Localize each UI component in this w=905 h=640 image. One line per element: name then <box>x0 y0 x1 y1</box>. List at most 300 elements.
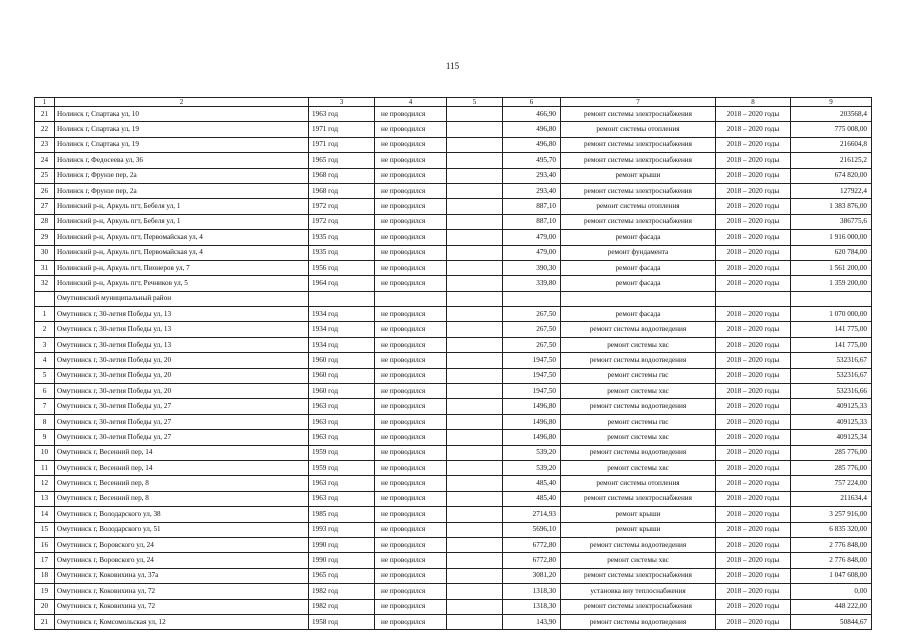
cost-cell: 1 916 000,00 <box>791 230 872 245</box>
row-number-cell: 24 <box>35 153 55 168</box>
column-5-cell <box>447 353 503 368</box>
area-cell: 1496,80 <box>503 414 561 429</box>
row-number-cell: 6 <box>35 384 55 399</box>
cost-cell: 532316,67 <box>791 353 872 368</box>
table-row <box>35 553 872 568</box>
period-cell: 2018 – 2020 годы <box>716 276 791 291</box>
work-type-cell: ремонт фасада <box>561 230 716 245</box>
work-type-cell: ремонт системы электроснабжения <box>561 599 716 614</box>
cost-cell: 775 008,00 <box>791 122 872 137</box>
commission-year-cell: 1965 год <box>309 568 375 583</box>
work-type-cell: ремонт фундамента <box>561 245 716 260</box>
table-row <box>35 445 872 460</box>
row-number-cell: 3 <box>35 337 55 352</box>
period-cell <box>716 291 791 306</box>
period-cell: 2018 – 2020 годы <box>716 168 791 183</box>
commission-year-cell: 1990 год <box>309 553 375 568</box>
area-cell: 6772,80 <box>503 537 561 552</box>
work-type-cell: ремонт системы водоотведения <box>561 322 716 337</box>
cost-cell: 409125,33 <box>791 414 872 429</box>
table-row <box>35 430 872 445</box>
column-number-row <box>35 98 872 107</box>
area-cell: 485,40 <box>503 491 561 506</box>
cost-cell: 757 224,00 <box>791 476 872 491</box>
work-type-cell: ремонт системы электроснабжения <box>561 137 716 152</box>
period-cell: 2018 – 2020 годы <box>716 214 791 229</box>
column-5-cell <box>447 168 503 183</box>
last-repair-cell: не проводился <box>375 168 447 183</box>
table-row <box>35 584 872 599</box>
period-cell: 2018 – 2020 годы <box>716 260 791 275</box>
period-cell: 2018 – 2020 годы <box>716 445 791 460</box>
area-cell: 2714,93 <box>503 507 561 522</box>
commission-year-cell: 1934 год <box>309 322 375 337</box>
period-cell: 2018 – 2020 годы <box>716 322 791 337</box>
table-row <box>35 491 872 506</box>
address-cell: Нолинский р-н, Аркуль пгт, Бебеля ул, 1 <box>55 199 309 214</box>
work-type-cell: ремонт крыши <box>561 507 716 522</box>
last-repair-cell: не проводился <box>375 476 447 491</box>
address-cell: Омутнинский муниципальный район <box>55 291 309 306</box>
table-row <box>35 322 872 337</box>
work-type-cell: ремонт системы хвс <box>561 337 716 352</box>
commission-year-cell: 1982 год <box>309 599 375 614</box>
column-5-cell <box>447 107 503 122</box>
cost-cell: 448 222,00 <box>791 599 872 614</box>
last-repair-cell: не проводился <box>375 399 447 414</box>
cost-cell: 532316,67 <box>791 368 872 383</box>
address-cell: Омутнинск г, Володарского ул, 51 <box>55 522 309 537</box>
row-number-cell: 30 <box>35 245 55 260</box>
work-type-cell: ремонт системы гвс <box>561 368 716 383</box>
row-number-cell: 12 <box>35 476 55 491</box>
address-cell: Омутнинск г, Воровского ул, 24 <box>55 553 309 568</box>
commission-year-cell: 1964 год <box>309 276 375 291</box>
work-type-cell: ремонт системы водоотведения <box>561 353 716 368</box>
commission-year-cell: 1963 год <box>309 476 375 491</box>
cost-cell: 203568,4 <box>791 107 872 122</box>
commission-year-cell: 1963 год <box>309 430 375 445</box>
column-5-cell <box>447 322 503 337</box>
column-header-2: 2 <box>55 98 309 107</box>
column-5-cell <box>447 599 503 614</box>
column-5-cell <box>447 522 503 537</box>
period-cell: 2018 – 2020 годы <box>716 507 791 522</box>
last-repair-cell: не проводился <box>375 584 447 599</box>
last-repair-cell: не проводился <box>375 414 447 429</box>
last-repair-cell: не проводился <box>375 183 447 198</box>
area-cell: 1947,50 <box>503 353 561 368</box>
table-row <box>35 307 872 322</box>
address-cell: Омутнинск г, Весенний пер, 8 <box>55 476 309 491</box>
period-cell: 2018 – 2020 годы <box>716 584 791 599</box>
address-cell: Нолинский р-н, Аркуль пгт, Бебеля ул, 1 <box>55 214 309 229</box>
row-number-cell: 9 <box>35 430 55 445</box>
column-5-cell <box>447 276 503 291</box>
work-type-cell: ремонт фасада <box>561 260 716 275</box>
column-5-cell <box>447 137 503 152</box>
last-repair-cell: не проводился <box>375 260 447 275</box>
cost-cell: 141 775,00 <box>791 322 872 337</box>
row-number-cell <box>35 291 55 306</box>
work-type-cell: ремонт системы хвс <box>561 553 716 568</box>
commission-year-cell: 1960 год <box>309 353 375 368</box>
area-cell: 496,80 <box>503 137 561 152</box>
table-row <box>35 568 872 583</box>
commission-year-cell: 1963 год <box>309 399 375 414</box>
table-row <box>35 137 872 152</box>
area-cell: 1947,50 <box>503 384 561 399</box>
address-cell: Омутнинск г, Весенний пер, 14 <box>55 445 309 460</box>
area-cell: 1318,30 <box>503 584 561 599</box>
period-cell: 2018 – 2020 годы <box>716 537 791 552</box>
commission-year-cell: 1963 год <box>309 491 375 506</box>
cost-cell: 1 359 200,00 <box>791 276 872 291</box>
row-number-cell: 1 <box>35 307 55 322</box>
last-repair-cell: не проводился <box>375 507 447 522</box>
period-cell: 2018 – 2020 годы <box>716 553 791 568</box>
last-repair-cell: не проводился <box>375 107 447 122</box>
last-repair-cell: не проводился <box>375 322 447 337</box>
address-cell: Омутнинск г, 30-летия Победы ул, 20 <box>55 384 309 399</box>
row-number-cell: 4 <box>35 353 55 368</box>
column-5-cell <box>447 153 503 168</box>
table-row <box>35 276 872 291</box>
row-number-cell: 28 <box>35 214 55 229</box>
row-number-cell: 21 <box>35 107 55 122</box>
work-type-cell: ремонт системы хвс <box>561 384 716 399</box>
period-cell: 2018 – 2020 годы <box>716 337 791 352</box>
address-cell: Нолинск г, Фрунзе пер, 2а <box>55 183 309 198</box>
column-5-cell <box>447 553 503 568</box>
area-cell: 1318,30 <box>503 599 561 614</box>
commission-year-cell: 1959 год <box>309 445 375 460</box>
table-row <box>35 507 872 522</box>
table-row <box>35 476 872 491</box>
address-cell: Омутнинск г, 30-летия Победы ул, 13 <box>55 322 309 337</box>
work-type-cell: ремонт системы хвс <box>561 460 716 475</box>
last-repair-cell: не проводился <box>375 214 447 229</box>
commission-year-cell: 1963 год <box>309 414 375 429</box>
address-cell: Омутнинск г, Весенний пер, 8 <box>55 491 309 506</box>
last-repair-cell: не проводился <box>375 491 447 506</box>
repair-program-table <box>34 97 872 630</box>
last-repair-cell: не проводился <box>375 199 447 214</box>
column-5-cell <box>447 414 503 429</box>
cost-cell <box>791 291 872 306</box>
work-type-cell: ремонт системы хвс <box>561 430 716 445</box>
column-header-7: 7 <box>561 98 716 107</box>
commission-year-cell: 1963 год <box>309 107 375 122</box>
work-type-cell: ремонт системы отопления <box>561 122 716 137</box>
column-5-cell <box>447 183 503 198</box>
period-cell: 2018 – 2020 годы <box>716 491 791 506</box>
row-number-cell: 8 <box>35 414 55 429</box>
period-cell: 2018 – 2020 годы <box>716 384 791 399</box>
table-row <box>35 353 872 368</box>
commission-year-cell: 1971 год <box>309 137 375 152</box>
work-type-cell: ремонт системы электроснабжения <box>561 183 716 198</box>
area-cell: 495,70 <box>503 153 561 168</box>
area-cell: 479,00 <box>503 245 561 260</box>
address-cell: Омутнинск г, Коковихина ул, 37а <box>55 568 309 583</box>
column-5-cell <box>447 445 503 460</box>
cost-cell: 0,00 <box>791 584 872 599</box>
row-number-cell: 17 <box>35 553 55 568</box>
column-5-cell <box>447 491 503 506</box>
commission-year-cell: 1965 год <box>309 153 375 168</box>
work-type-cell: ремонт системы электроснабжения <box>561 491 716 506</box>
area-cell: 1947,50 <box>503 368 561 383</box>
area-cell: 1496,80 <box>503 399 561 414</box>
work-type-cell: ремонт системы электроснабжения <box>561 153 716 168</box>
address-cell: Омутнинск г, Коковихина ул, 72 <box>55 584 309 599</box>
commission-year-cell: 1960 год <box>309 384 375 399</box>
column-5-cell <box>447 337 503 352</box>
area-cell: 1496,80 <box>503 430 561 445</box>
column-5-cell <box>447 399 503 414</box>
commission-year-cell <box>309 291 375 306</box>
last-repair-cell: не проводился <box>375 307 447 322</box>
cost-cell: 285 776,00 <box>791 445 872 460</box>
work-type-cell: ремонт системы электроснабжения <box>561 568 716 583</box>
cost-cell: 127922,4 <box>791 183 872 198</box>
column-5-cell <box>447 122 503 137</box>
column-header-4: 4 <box>375 98 447 107</box>
period-cell: 2018 – 2020 годы <box>716 137 791 152</box>
cost-cell: 3 257 916,00 <box>791 507 872 522</box>
row-number-cell: 11 <box>35 460 55 475</box>
last-repair-cell: не проводился <box>375 137 447 152</box>
cost-cell: 2 776 848,00 <box>791 537 872 552</box>
area-cell: 293,40 <box>503 183 561 198</box>
row-number-cell: 25 <box>35 168 55 183</box>
column-5-cell <box>447 614 503 629</box>
area-cell: 539,20 <box>503 445 561 460</box>
table-row <box>35 368 872 383</box>
column-5-cell <box>447 368 503 383</box>
table-row <box>35 153 872 168</box>
address-cell: Омутнинск г, 30-летия Победы ул, 13 <box>55 307 309 322</box>
period-cell: 2018 – 2020 годы <box>716 568 791 583</box>
table-row <box>35 337 872 352</box>
period-cell: 2018 – 2020 годы <box>716 183 791 198</box>
cost-cell: 50844,67 <box>791 614 872 629</box>
area-cell <box>503 291 561 306</box>
column-5-cell <box>447 260 503 275</box>
table-row <box>35 168 872 183</box>
work-type-cell: ремонт системы водоотведения <box>561 399 716 414</box>
work-type-cell: ремонт крыши <box>561 168 716 183</box>
column-5-cell <box>447 245 503 260</box>
address-cell: Омутнинск г, Коковихина ул, 72 <box>55 599 309 614</box>
row-number-cell: 16 <box>35 537 55 552</box>
row-number-cell: 31 <box>35 260 55 275</box>
period-cell: 2018 – 2020 годы <box>716 599 791 614</box>
cost-cell: 285 776,00 <box>791 460 872 475</box>
address-cell: Омутнинск г, Весенний пер, 14 <box>55 460 309 475</box>
address-cell: Омутнинск г, Воровского ул, 24 <box>55 537 309 552</box>
column-header-1: 1 <box>35 98 55 107</box>
area-cell: 3081,20 <box>503 568 561 583</box>
address-cell: Нолинск г, Федосеева ул, 36 <box>55 153 309 168</box>
area-cell: 887,10 <box>503 199 561 214</box>
cost-cell: 409125,34 <box>791 430 872 445</box>
column-5-cell <box>447 476 503 491</box>
commission-year-cell: 1968 год <box>309 168 375 183</box>
row-number-cell: 13 <box>35 491 55 506</box>
table-row <box>35 460 872 475</box>
address-cell: Нолинск г, Фрунзе пер, 2а <box>55 168 309 183</box>
last-repair-cell: не проводился <box>375 153 447 168</box>
period-cell: 2018 – 2020 годы <box>716 245 791 260</box>
area-cell: 293,40 <box>503 168 561 183</box>
work-type-cell: ремонт системы отопления <box>561 199 716 214</box>
column-5-cell <box>447 384 503 399</box>
table-body <box>35 107 872 630</box>
table-row <box>35 384 872 399</box>
table-row <box>35 230 872 245</box>
column-header-8: 8 <box>716 98 791 107</box>
commission-year-cell: 1959 год <box>309 460 375 475</box>
row-number-cell: 19 <box>35 584 55 599</box>
commission-year-cell: 1934 год <box>309 337 375 352</box>
column-5-cell <box>447 230 503 245</box>
last-repair-cell: не проводился <box>375 568 447 583</box>
last-repair-cell: не проводился <box>375 614 447 629</box>
address-cell: Нолинский р-н, Аркуль пгт, Первомайская ул, 4 <box>55 230 309 245</box>
area-cell: 466,90 <box>503 107 561 122</box>
period-cell: 2018 – 2020 годы <box>716 122 791 137</box>
period-cell: 2018 – 2020 годы <box>716 430 791 445</box>
cost-cell: 620 784,00 <box>791 245 872 260</box>
area-cell: 267,50 <box>503 337 561 352</box>
address-cell: Омутнинск г, 30-летия Победы ул, 20 <box>55 368 309 383</box>
table-row <box>35 414 872 429</box>
last-repair-cell: не проводился <box>375 460 447 475</box>
row-number-cell: 21 <box>35 614 55 629</box>
commission-year-cell: 1972 год <box>309 214 375 229</box>
page-number: 115 <box>445 61 460 71</box>
period-cell: 2018 – 2020 годы <box>716 353 791 368</box>
commission-year-cell: 1956 год <box>309 260 375 275</box>
commission-year-cell: 1934 год <box>309 307 375 322</box>
cost-cell: 674 820,00 <box>791 168 872 183</box>
table-row <box>35 214 872 229</box>
work-type-cell: ремонт фасада <box>561 307 716 322</box>
cost-cell: 211634,4 <box>791 491 872 506</box>
address-cell: Нолинский р-н, Аркуль пгт, Пионеров ул, 7 <box>55 260 309 275</box>
column-5-cell <box>447 214 503 229</box>
cost-cell: 1 561 200,00 <box>791 260 872 275</box>
table-row <box>35 537 872 552</box>
address-cell: Нолинск г, Спартака ул, 10 <box>55 107 309 122</box>
period-cell: 2018 – 2020 годы <box>716 476 791 491</box>
work-type-cell: ремонт фасада <box>561 276 716 291</box>
column-5-cell <box>447 307 503 322</box>
commission-year-cell: 1972 год <box>309 199 375 214</box>
last-repair-cell: не проводился <box>375 276 447 291</box>
commission-year-cell: 1935 год <box>309 245 375 260</box>
cost-cell: 141 775,00 <box>791 337 872 352</box>
table-row <box>35 199 872 214</box>
address-cell: Омутнинск г, 30-летия Победы ул, 27 <box>55 430 309 445</box>
area-cell: 6772,80 <box>503 553 561 568</box>
column-5-cell <box>447 460 503 475</box>
table-row <box>35 399 872 414</box>
area-cell: 339,80 <box>503 276 561 291</box>
cost-cell: 216125,2 <box>791 153 872 168</box>
cost-cell: 1 070 000,00 <box>791 307 872 322</box>
last-repair-cell: не проводился <box>375 445 447 460</box>
row-number-cell: 5 <box>35 368 55 383</box>
area-cell: 5696,10 <box>503 522 561 537</box>
column-5-cell <box>447 430 503 445</box>
row-number-cell: 2 <box>35 322 55 337</box>
address-cell: Омутнинск г, 30-летия Победы ул, 27 <box>55 414 309 429</box>
cost-cell: 409125,33 <box>791 399 872 414</box>
address-cell: Омутнинск г, 30-летия Победы ул, 20 <box>55 353 309 368</box>
address-cell: Нолинск г, Спартака ул, 19 <box>55 137 309 152</box>
table-row <box>35 522 872 537</box>
period-cell: 2018 – 2020 годы <box>716 522 791 537</box>
work-type-cell: ремонт системы отопления <box>561 476 716 491</box>
last-repair-cell: не проводился <box>375 368 447 383</box>
column-header-3: 3 <box>309 98 375 107</box>
area-cell: 485,40 <box>503 476 561 491</box>
work-type-cell: ремонт системы водоотведения <box>561 614 716 629</box>
work-type-cell: установка вну теплоснабжения <box>561 584 716 599</box>
last-repair-cell: не проводился <box>375 122 447 137</box>
cost-cell: 1 383 876,00 <box>791 199 872 214</box>
cost-cell: 6 835 320,00 <box>791 522 872 537</box>
table-row <box>35 183 872 198</box>
area-cell: 496,80 <box>503 122 561 137</box>
cost-cell: 2 776 848,00 <box>791 553 872 568</box>
cost-cell: 386775,6 <box>791 214 872 229</box>
column-header-5: 5 <box>447 98 503 107</box>
column-5-cell <box>447 568 503 583</box>
work-type-cell: ремонт крыши <box>561 522 716 537</box>
row-number-cell: 15 <box>35 522 55 537</box>
last-repair-cell: не проводился <box>375 230 447 245</box>
area-cell: 267,50 <box>503 322 561 337</box>
table-row <box>35 122 872 137</box>
commission-year-cell: 1971 год <box>309 122 375 137</box>
table-row <box>35 599 872 614</box>
row-number-cell: 29 <box>35 230 55 245</box>
work-type-cell: ремонт системы гвс <box>561 414 716 429</box>
cost-cell: 532316,66 <box>791 384 872 399</box>
column-5-cell <box>447 507 503 522</box>
row-number-cell: 27 <box>35 199 55 214</box>
commission-year-cell: 1968 год <box>309 183 375 198</box>
address-cell: Омутнинск г, 30-летия Победы ул, 27 <box>55 399 309 414</box>
work-type-cell: ремонт системы электроснабжения <box>561 214 716 229</box>
row-number-cell: 23 <box>35 137 55 152</box>
table-row <box>35 245 872 260</box>
commission-year-cell: 1990 год <box>309 537 375 552</box>
address-cell: Нолинский р-н, Аркуль пгт, Речников ул, 5 <box>55 276 309 291</box>
work-type-cell: ремонт системы электроснабжения <box>561 107 716 122</box>
address-cell: Нолинск г, Спартака ул, 19 <box>55 122 309 137</box>
work-type-cell <box>561 291 716 306</box>
period-cell: 2018 – 2020 годы <box>716 199 791 214</box>
last-repair-cell: не проводился <box>375 537 447 552</box>
row-number-cell: 22 <box>35 122 55 137</box>
last-repair-cell: не проводился <box>375 553 447 568</box>
last-repair-cell: не проводился <box>375 384 447 399</box>
